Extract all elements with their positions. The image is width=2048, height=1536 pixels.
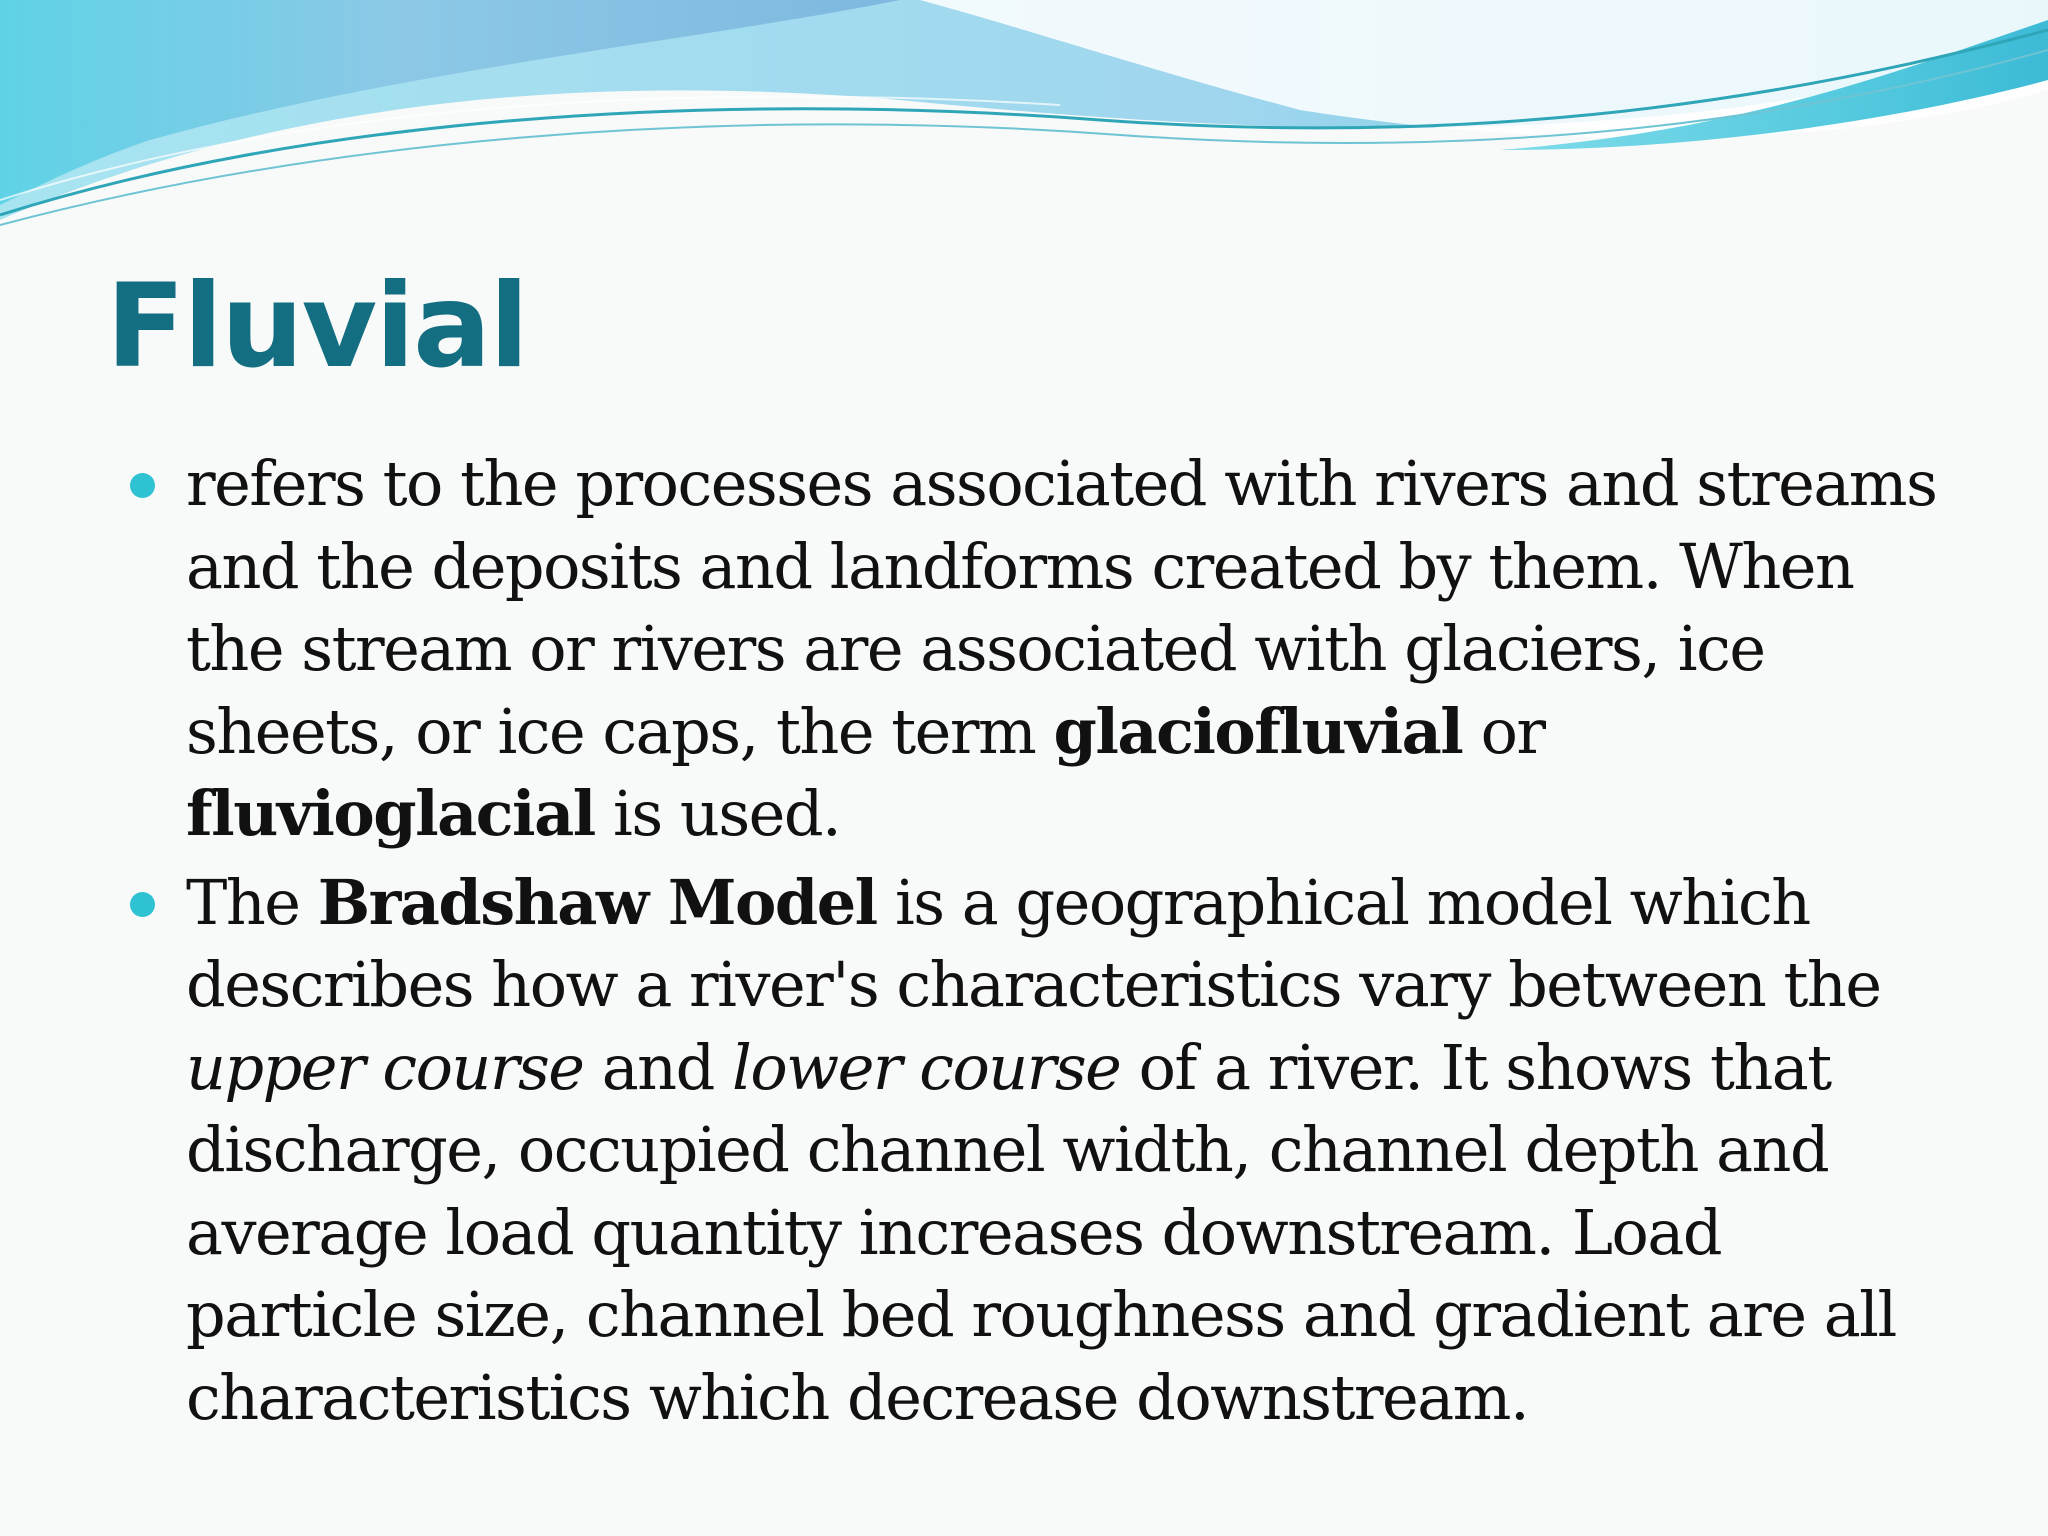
term-bradshaw-model: Bradshaw Model <box>317 865 877 939</box>
term-lower-course: lower course <box>731 1030 1121 1104</box>
bullet-dot-icon <box>130 473 155 498</box>
bullet-text: refers to the processes associated with rivers and streams and the deposits and landforms created by them. When the stream or rivers are associated with glaciers, ice sheets, or ice caps, the term glaciofluvial or fluvioglacial is used. <box>186 447 1937 850</box>
slide-title: Fluvial <box>106 259 527 394</box>
bullet-item <box>0 862 2000 1440</box>
term-fluvioglacial: fluvioglacial <box>186 777 595 850</box>
decorative-wave-header <box>0 0 2048 240</box>
term-upper-course: upper course <box>186 1030 584 1104</box>
bullet-dot-icon <box>130 892 155 917</box>
bullet-text: The Bradshaw Model is a geographical model which describes how a river's characteristics vary between the upper course and lower course of a river. It shows that discharge, occupied channel width, channel depth and average load quantity increases downstream. Load particle size, channel bed roughness and gradient are all characteristics which decrease downstream. <box>186 865 1896 1434</box>
bullet-item <box>0 443 2000 856</box>
term-glaciofluvial: glaciofluvial <box>1053 694 1463 768</box>
bullet-list <box>0 443 2000 1445</box>
